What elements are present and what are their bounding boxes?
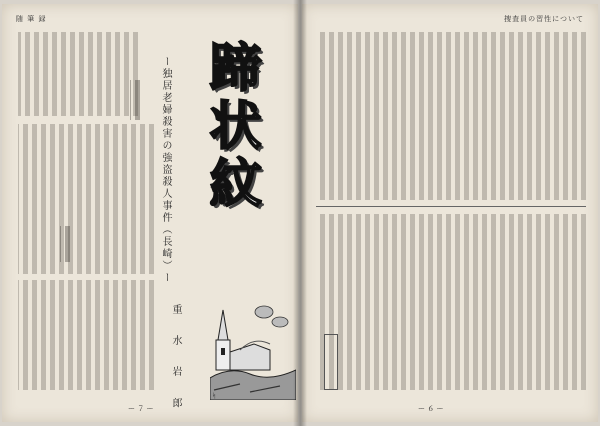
article-author: 重 水 岩 郎 bbox=[170, 304, 181, 417]
church-landscape-illustration bbox=[210, 300, 296, 400]
page-number-right: ー ６ ー bbox=[418, 405, 444, 413]
body-text-block bbox=[316, 32, 586, 200]
boxed-heading bbox=[324, 334, 338, 390]
column-rule bbox=[316, 206, 586, 207]
book-gutter bbox=[293, 0, 307, 426]
article-subtitle: ー独居老婦殺害の強盗殺人事件（長崎）ー bbox=[160, 56, 171, 284]
body-text-block bbox=[18, 280, 154, 390]
left-page bbox=[2, 4, 298, 422]
running-head-left: 随 筆 録 bbox=[16, 15, 47, 23]
section-heading bbox=[130, 80, 140, 120]
section-heading bbox=[60, 226, 70, 262]
svg-text:ᛋ: ᛋ bbox=[212, 392, 217, 400]
running-head-right: 捜査員の習性について bbox=[504, 15, 584, 23]
page-number-left: ー ７ ー bbox=[128, 405, 154, 413]
body-text-block bbox=[18, 32, 138, 116]
article-title: 蹄状紋 bbox=[200, 40, 261, 214]
body-text-block bbox=[316, 214, 586, 390]
body-text-block bbox=[18, 124, 154, 274]
right-page bbox=[302, 4, 598, 422]
